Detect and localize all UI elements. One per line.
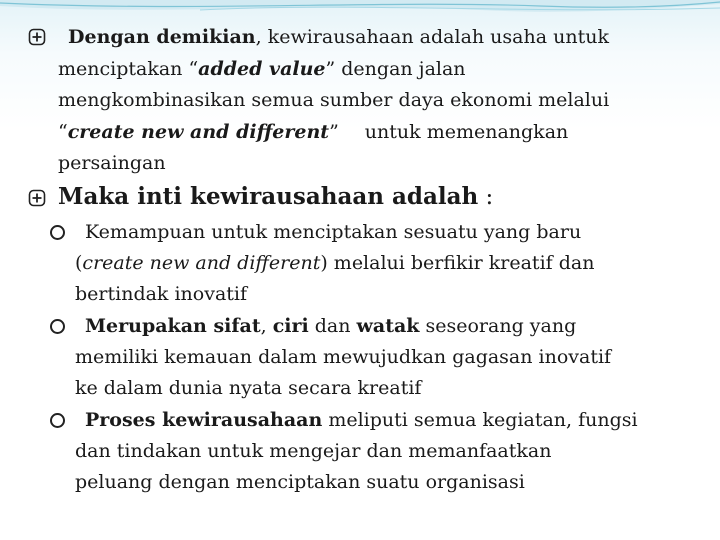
text-segment: meliputi semua kegiatan, fungsi [322, 409, 638, 431]
hollow-circle-bullet-icon [50, 413, 65, 428]
term-watak: watak [356, 315, 420, 337]
term-merupakan-sifat: Merupakan sifat [85, 315, 261, 337]
plus-box-bullet-icon [28, 189, 46, 207]
text-segment: , kewirausahaan adalah usaha untuk [255, 26, 609, 48]
text-segment: untuk memenangkan [364, 120, 569, 143]
text-segment: seseorang yang [419, 315, 577, 337]
heading-maka-inti: Maka inti kewirausahaan adalah [58, 183, 479, 210]
text-segment: persaingan [58, 152, 166, 174]
term-added-value: added value [198, 57, 326, 80]
text-segment: dan [308, 315, 357, 337]
heading-colon: : [478, 184, 494, 210]
quote-open: “ [58, 120, 68, 143]
term-ciri: ciri [272, 315, 309, 337]
term-proses-kewirausahaan: Proses kewirausahaan [85, 409, 323, 431]
sub-item-kemampuan [75, 217, 695, 310]
text-segment: , [260, 315, 273, 337]
term-create-new-and-different: create new and different [67, 120, 330, 143]
text-segment: Kemampuan untuk menciptakan sesuatu yang baru [85, 221, 582, 243]
sub-item-merupakan [75, 311, 695, 404]
text-segment: bertindak inovatif [75, 283, 248, 305]
sub-item-proses [75, 405, 695, 498]
text-segment: ” dengan jalan [325, 57, 466, 80]
text-segment: memiliki kemauan dalam mewujudkan gagasan inovatif [75, 346, 612, 368]
term-dengan-demikian: Dengan demikian [68, 26, 256, 48]
term-create-new-and-different: create new and different [82, 252, 321, 274]
text-segment: peluang dengan menciptakan suatu organisasi [75, 471, 525, 493]
hollow-circle-bullet-icon [50, 225, 65, 240]
text-segment: mengkombinasikan semua sumber daya ekonomi melalui [58, 89, 610, 111]
text-segment: dan tindakan untuk mengejar dan memanfaatkan [75, 440, 552, 462]
quote-close: ” [329, 120, 339, 143]
text-segment: ) melalui berfikir kreatif dan [320, 252, 595, 274]
plus-box-bullet-icon [28, 28, 46, 46]
hollow-circle-bullet-icon [50, 319, 65, 334]
paragraph-heading [58, 180, 678, 214]
paragraph-definition [58, 22, 678, 180]
text-segment: ( [75, 252, 83, 274]
text-segment: menciptakan “ [58, 57, 199, 80]
text-segment: ke dalam dunia nyata secara kreatif [75, 377, 422, 399]
